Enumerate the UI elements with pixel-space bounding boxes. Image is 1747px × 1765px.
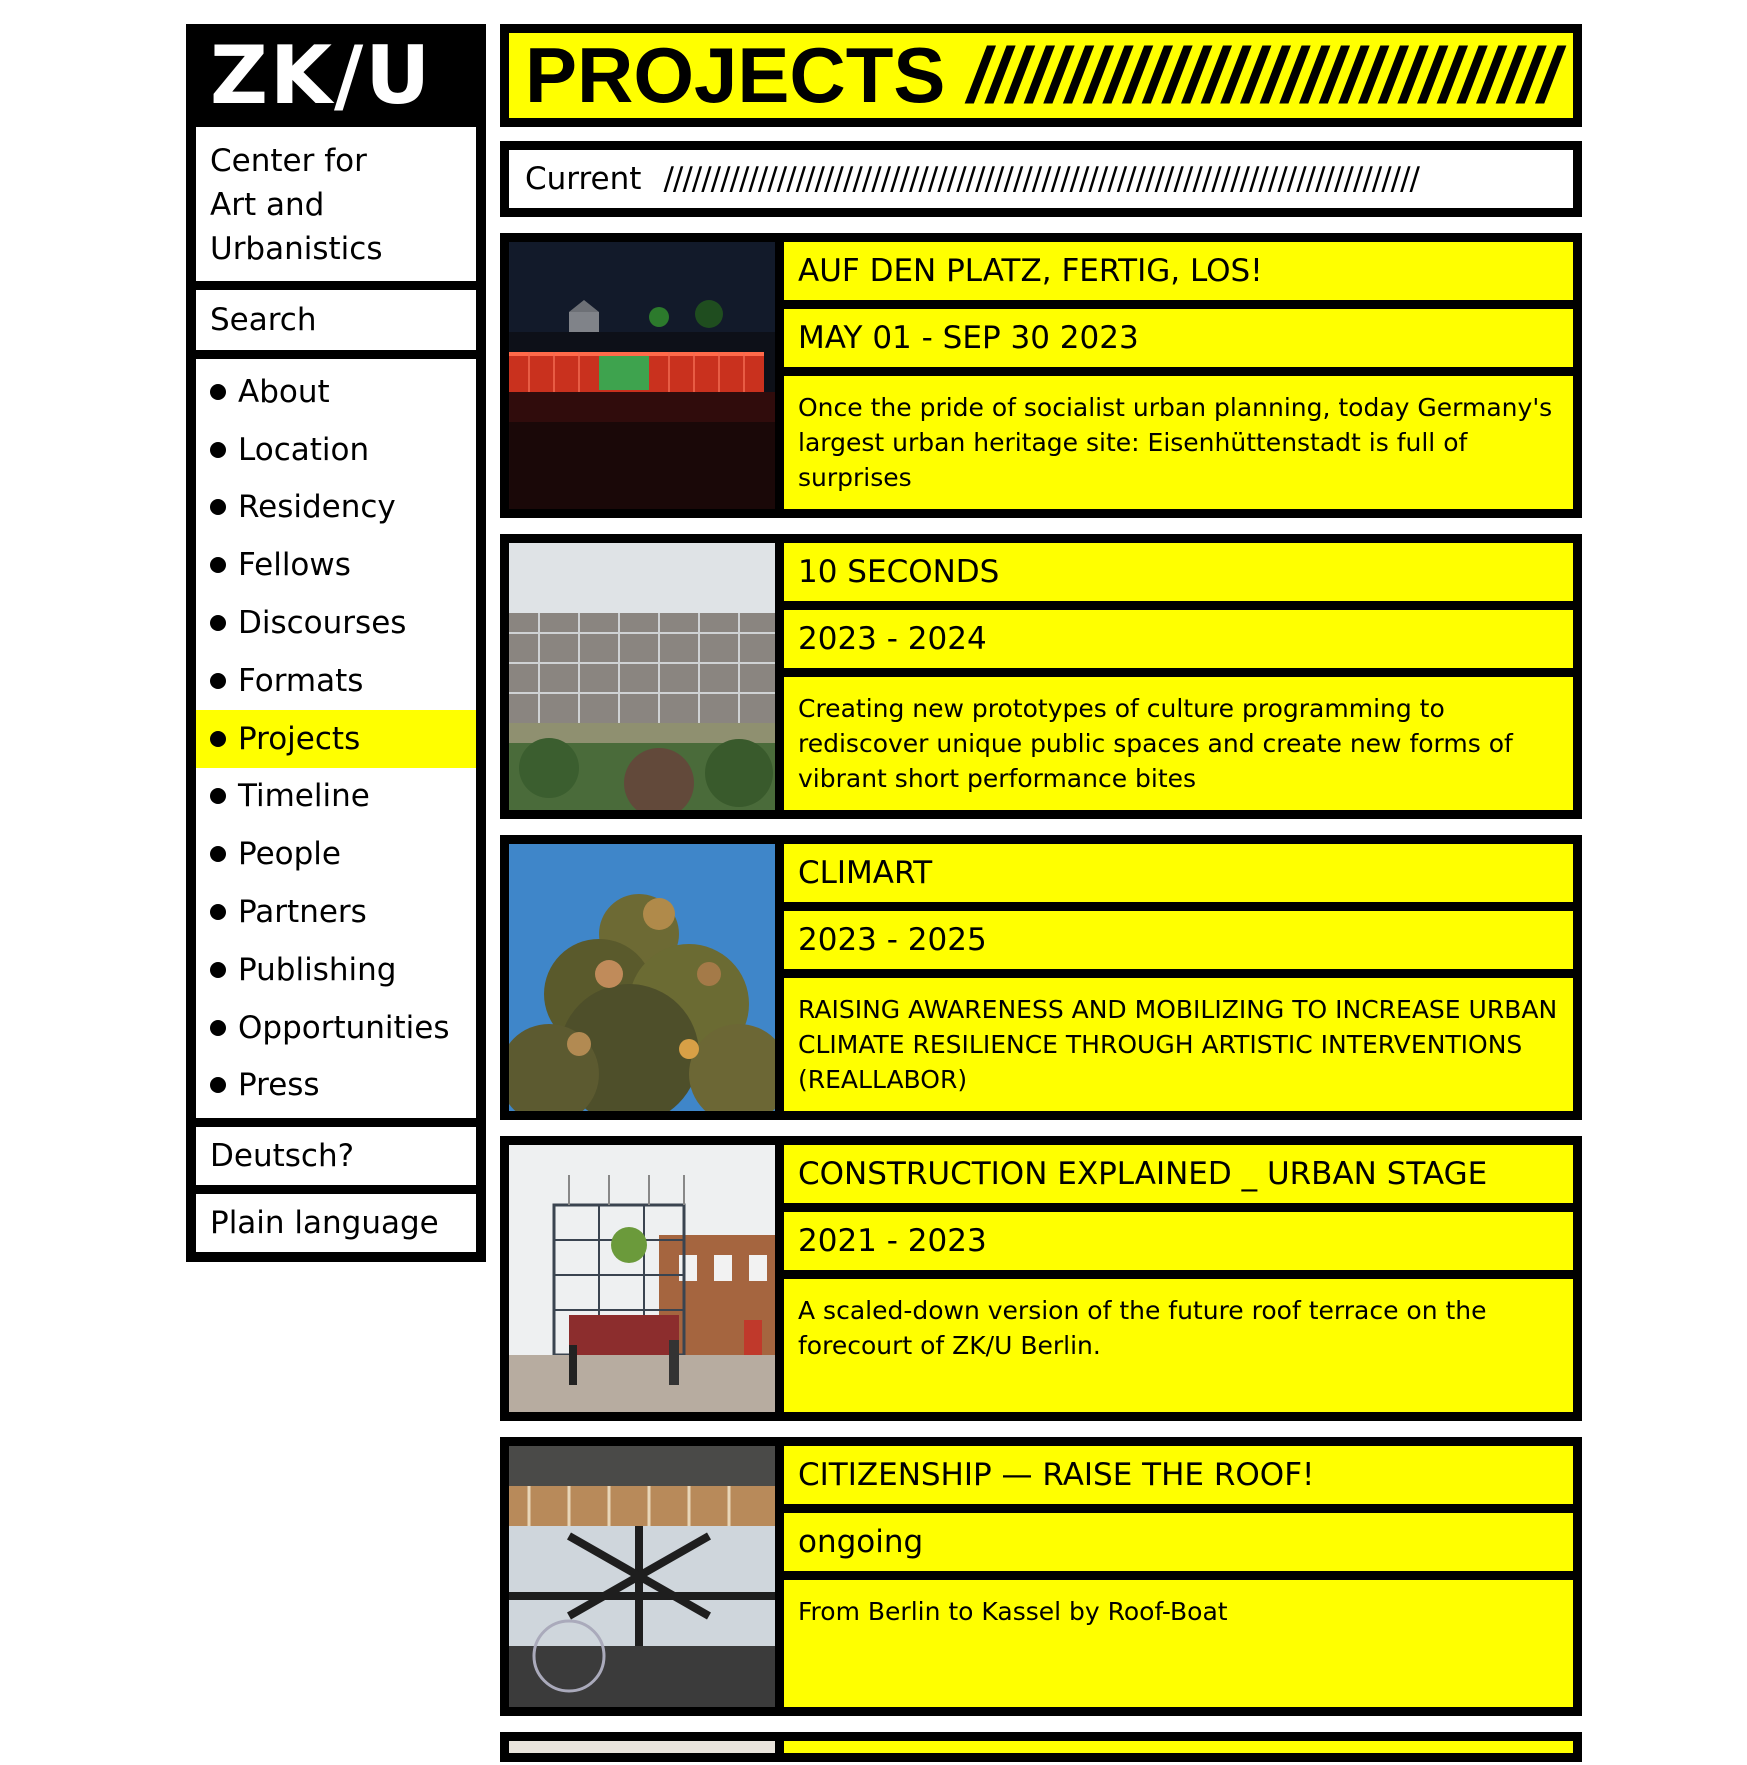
nav-item-label: Residency	[238, 489, 396, 526]
project-description: RAISING AWARENESS AND MOBILIZING TO INCREASE URBAN CLIMATE RESILIENCE THROUGH ARTISTIC INTERVENTIONS (REALLABOR)	[784, 978, 1573, 1111]
bullet-icon	[210, 442, 226, 458]
project-date: MAY 01 - SEP 30 2023	[784, 309, 1573, 367]
filter-label: Current	[525, 161, 642, 197]
nav-item-label: Location	[238, 431, 370, 468]
project-date: 2023 - 2024	[784, 610, 1573, 668]
bullet-icon	[210, 788, 226, 804]
project-card[interactable]	[500, 835, 1582, 1120]
page-header	[500, 24, 1582, 127]
nav-item-label: Fellows	[238, 547, 351, 584]
bullet-icon	[210, 499, 226, 515]
bullet-icon	[210, 731, 226, 747]
project-card-body	[784, 1741, 1573, 1753]
project-description: Creating new prototypes of culture programming to rediscover unique public spaces and create new forms of vibrant short performance bites	[784, 677, 1573, 810]
nav-item-label: Formats	[238, 662, 364, 699]
bullet-icon	[210, 1077, 226, 1093]
tagline-line: Urbanistics	[210, 231, 383, 267]
nav-item-formats[interactable]	[196, 652, 476, 710]
filter-bar	[500, 141, 1582, 217]
project-title[interactable]: CLIMART	[784, 844, 1573, 902]
tagline-line: Center for	[210, 143, 367, 179]
project-title-partial	[784, 1741, 1573, 1753]
project-card-body	[784, 1145, 1573, 1412]
tagline-line: Art and	[210, 187, 325, 223]
title-slashes: //////////////////////////////	[967, 33, 1558, 118]
nav-item-press[interactable]	[196, 1057, 476, 1115]
project-card-body	[784, 1446, 1573, 1707]
bullet-icon	[210, 615, 226, 631]
main-content	[500, 24, 1582, 1762]
project-thumbnail[interactable]	[509, 242, 775, 509]
page-title	[509, 33, 1573, 118]
project-title[interactable]: CONSTRUCTION EXPLAINED _ URBAN STAGE	[784, 1145, 1573, 1203]
nav-item-residency[interactable]	[196, 479, 476, 537]
nav-item-label: People	[238, 836, 341, 873]
nav-item-label: Opportunities	[238, 1009, 450, 1046]
project-card[interactable]	[500, 233, 1582, 518]
nav-item-projects[interactable]	[196, 710, 476, 768]
nav-item-label: About	[238, 373, 330, 410]
search-link[interactable]: Search	[196, 290, 476, 350]
bullet-icon	[210, 962, 226, 978]
project-thumbnail	[509, 1741, 775, 1753]
project-card-body	[784, 844, 1573, 1111]
project-thumbnail[interactable]	[509, 543, 775, 810]
nav-item-partners[interactable]	[196, 883, 476, 941]
nav-item-label: Discourses	[238, 605, 407, 642]
bullet-icon	[210, 557, 226, 573]
nav-item-label: Partners	[238, 894, 367, 931]
filter-current[interactable]	[509, 150, 1573, 208]
tree-sky-image	[509, 844, 775, 1111]
site-logo[interactable]: ZK/U	[210, 29, 433, 122]
project-title[interactable]: CITIZENSHIP — RAISE THE ROOF!	[784, 1446, 1573, 1504]
urban-stage-image	[509, 1145, 775, 1412]
project-description: A scaled-down version of the future roof terrace on the forecourt of ZK/U Berlin.	[784, 1279, 1573, 1412]
project-card-partial[interactable]	[500, 1732, 1582, 1762]
project-title[interactable]: 10 SECONDS	[784, 543, 1573, 601]
project-card[interactable]	[500, 1136, 1582, 1421]
project-date: ongoing	[784, 1513, 1573, 1571]
bullet-icon	[210, 673, 226, 689]
night-pavilion-image	[509, 242, 775, 509]
project-description: Once the pride of socialist urban planning, today Germany's largest urban heritage site: Eisenhüttenstadt is full of surprises	[784, 376, 1573, 509]
plain-language-link[interactable]: Plain language	[196, 1194, 476, 1252]
nav-item-fellows[interactable]	[196, 536, 476, 594]
project-card[interactable]	[500, 534, 1582, 819]
project-thumbnail[interactable]	[509, 1446, 775, 1707]
bullet-icon	[210, 384, 226, 400]
nav-item-discourses[interactable]	[196, 594, 476, 652]
filter-slashes: ////////////////////////////////////////////////////////////////////////////////	[663, 161, 1419, 197]
project-title[interactable]: AUF DEN PLATZ, FERTIG, LOS!	[784, 242, 1573, 300]
project-thumbnail[interactable]	[509, 1145, 775, 1412]
project-thumbnail[interactable]	[509, 844, 775, 1111]
nav-item-label: Publishing	[238, 951, 397, 988]
bullet-icon	[210, 1020, 226, 1036]
nav-item-about[interactable]	[196, 363, 476, 421]
nav-item-publishing[interactable]	[196, 941, 476, 999]
sidebar	[186, 24, 486, 1262]
project-description: From Berlin to Kassel by Roof-Boat	[784, 1580, 1573, 1707]
language-toggle[interactable]: Deutsch?	[196, 1127, 476, 1185]
nav-item-label: Timeline	[238, 778, 370, 815]
project-card[interactable]	[500, 1437, 1582, 1716]
nav-item-opportunities[interactable]	[196, 999, 476, 1057]
scaffold-building-image	[509, 543, 775, 810]
nav-item-label: Projects	[238, 720, 361, 757]
project-card-body	[784, 543, 1573, 810]
project-date: 2021 - 2023	[784, 1212, 1573, 1270]
nav-item-timeline[interactable]	[196, 768, 476, 826]
nav-item-label: Press	[238, 1067, 320, 1104]
project-card-body	[784, 242, 1573, 509]
bullet-icon	[210, 904, 226, 920]
site-tagline	[196, 127, 476, 281]
main-nav	[196, 359, 476, 1118]
project-date: 2023 - 2025	[784, 911, 1573, 969]
page-title-text: PROJECTS	[525, 33, 946, 118]
nav-item-location[interactable]	[196, 421, 476, 479]
bullet-icon	[210, 846, 226, 862]
nav-item-people[interactable]	[196, 825, 476, 883]
roof-structure-image	[509, 1446, 775, 1707]
